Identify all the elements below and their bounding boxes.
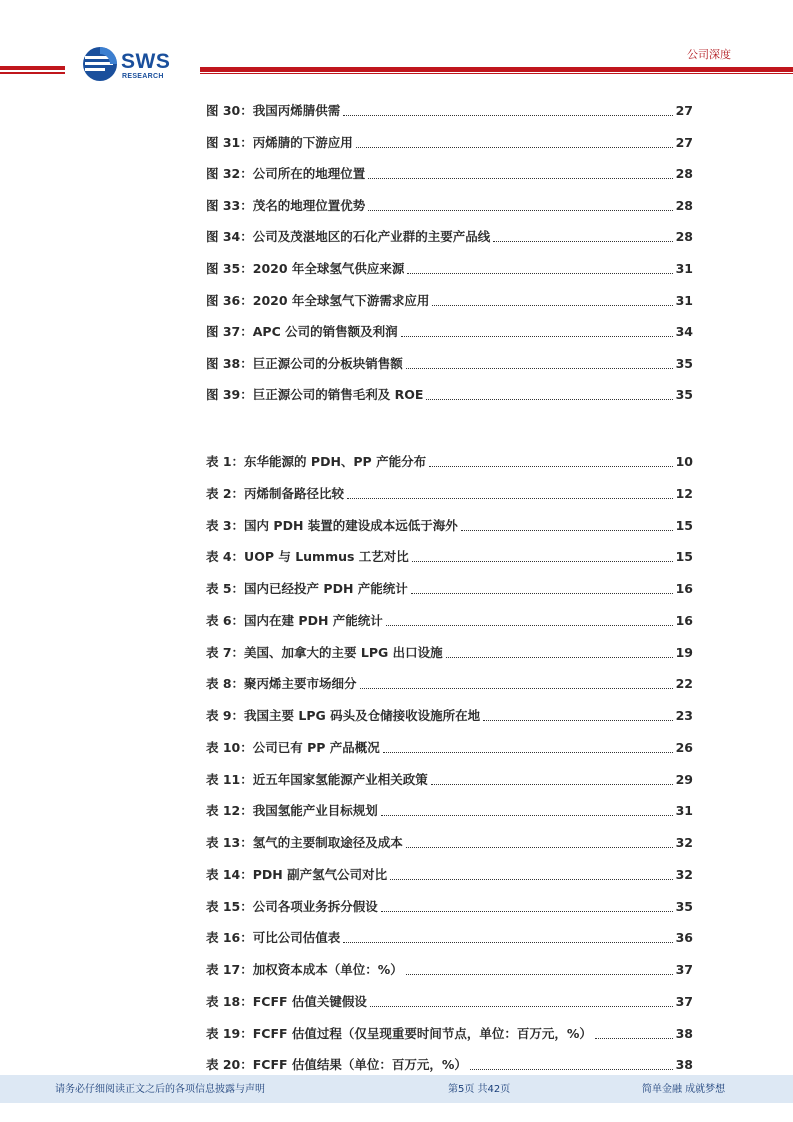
figure-entry-page: 35 [675, 387, 693, 403]
table-entry-page: 38 [675, 1025, 693, 1041]
table-entry[interactable] [206, 737, 693, 757]
dot-leader [356, 146, 673, 148]
table-entry-title: 表 16：可比公司估值表 [206, 930, 341, 946]
table-entry-page: 19 [675, 644, 693, 660]
figure-entry[interactable] [206, 290, 693, 310]
table-entry[interactable] [206, 959, 693, 979]
table-entry-title: 表 12：我国氢能产业目标规划 [206, 803, 378, 819]
footer-disclaimer: 请务必仔细阅读正文之后的各项信息披露与声明 [55, 1084, 265, 1095]
figure-entry-page: 27 [675, 134, 693, 150]
table-entry-page: 15 [675, 549, 693, 565]
table-entry[interactable] [206, 927, 693, 947]
header-rule-right-thin [200, 73, 793, 74]
dot-leader [483, 719, 672, 721]
table-entry-title: 表 9：我国主要 LPG 码头及仓储接收设施所在地 [206, 708, 481, 723]
dot-leader [401, 335, 673, 337]
dot-leader [412, 560, 673, 562]
figure-entry-page: 31 [675, 261, 693, 276]
figure-entry[interactable] [206, 384, 693, 404]
table-entry[interactable] [206, 1054, 693, 1074]
figure-entry-title: 图 34：公司及茂湛地区的石化产业群的主要产品线 [206, 229, 491, 245]
table-entry-page: 29 [675, 771, 693, 787]
table-entry[interactable] [206, 705, 693, 725]
table-entry-page: 10 [675, 454, 693, 469]
table-entry-title: 表 6：国内在建 PDH 产能统计 [206, 612, 383, 628]
dot-leader [431, 783, 673, 785]
figure-entry[interactable] [206, 353, 693, 373]
table-entry[interactable] [206, 800, 693, 820]
figure-entry-title: 图 38：巨正源公司的分板块销售额 [206, 355, 403, 371]
figure-entry-page: 27 [675, 103, 693, 118]
dot-leader [386, 624, 673, 626]
table-entry[interactable] [206, 1023, 693, 1043]
figure-entry-page: 28 [675, 197, 693, 213]
figure-entry[interactable] [206, 321, 693, 341]
document-type: 公司深度 [687, 48, 731, 61]
table-entry[interactable] [206, 515, 693, 535]
dot-leader [429, 465, 673, 467]
figure-entry-page: 28 [675, 166, 693, 182]
figure-entry-title: 图 36：2020 年全球氢气下游需求应用 [206, 292, 430, 308]
dot-leader [368, 209, 672, 211]
table-entry-page: 12 [675, 485, 693, 501]
table-entry[interactable] [206, 673, 693, 693]
table-entry-title: 表 2：丙烯制备路径比较 [206, 485, 345, 501]
table-entry-page: 36 [675, 930, 693, 946]
header-rule-left-thin [0, 72, 65, 74]
dot-leader [343, 941, 672, 943]
footer-page-info: 第5页 共42页 [448, 1084, 511, 1095]
figure-entry[interactable] [206, 100, 693, 120]
table-entry[interactable] [206, 483, 693, 503]
table-entry-title: 表 17：加权资本成本（单位：%） [206, 962, 403, 977]
dot-leader [432, 304, 672, 306]
table-entry-title: 表 7：美国、加拿大的主要 LPG 出口设施 [206, 644, 443, 660]
table-entry-page: 16 [675, 581, 693, 596]
table-entry-title: 表 1：东华能源的 PDH、PP 产能分布 [206, 454, 427, 469]
dot-leader [407, 272, 672, 274]
table-entry[interactable] [206, 832, 693, 852]
table-entry-page: 37 [675, 962, 693, 977]
dot-leader [390, 878, 672, 880]
dot-leader [406, 973, 673, 975]
table-entry-title: 表 5：国内已经投产 PDH 产能统计 [206, 581, 408, 596]
brand-subtitle: RESEARCH [122, 73, 164, 80]
dot-leader [347, 497, 673, 499]
table-entry-title: 表 19：FCFF 估值过程（仅呈现重要时间节点，单位：百万元，%） [206, 1025, 592, 1041]
brand-name: SWS [121, 50, 171, 73]
table-entry-page: 32 [675, 866, 693, 882]
table-entry-title: 表 15：公司各项业务拆分假设 [206, 898, 378, 914]
dot-leader [595, 1037, 673, 1039]
table-entry-title: 表 11：近五年国家氢能源产业相关政策 [206, 771, 428, 787]
dot-leader [461, 529, 673, 531]
dot-leader [493, 240, 672, 242]
dot-leader [426, 398, 672, 400]
table-entry-title: 表 13：氢气的主要制取途径及成本 [206, 835, 403, 850]
dot-leader [370, 1005, 673, 1007]
table-entry-title: 表 20：FCFF 估值结果（单位：百万元，%） [206, 1057, 467, 1073]
table-entry-title: 表 4：UOP 与 Lummus 工艺对比 [206, 549, 409, 565]
dot-leader [411, 592, 673, 594]
figure-entry-title: 图 32：公司所在的地理位置 [206, 166, 366, 182]
figure-entry-page: 35 [675, 355, 693, 371]
figure-entry[interactable] [206, 163, 693, 183]
dot-leader [381, 814, 673, 816]
footer-slogan: 简单金融 成就梦想 [642, 1084, 726, 1095]
figure-entry[interactable] [206, 132, 693, 152]
header-rule-right [200, 67, 793, 72]
dot-leader [360, 687, 673, 689]
table-entry[interactable] [206, 578, 693, 598]
table-entry-page: 26 [675, 739, 693, 755]
dot-leader [381, 910, 673, 912]
table-entry-page: 32 [675, 835, 693, 850]
table-entry-page: 37 [675, 993, 693, 1009]
dot-leader [406, 846, 673, 848]
table-entry-page: 15 [675, 517, 693, 533]
table-entry[interactable] [206, 896, 693, 916]
table-entry-title: 表 8：聚丙烯主要市场细分 [206, 676, 357, 692]
table-entry[interactable] [206, 864, 693, 884]
figure-entry-page: 31 [675, 292, 693, 308]
figure-entry-title: 图 31：丙烯腈的下游应用 [206, 134, 353, 150]
dot-leader [406, 367, 673, 369]
table-entry-page: 35 [675, 898, 693, 914]
figure-entry[interactable] [206, 226, 693, 246]
table-entry[interactable] [206, 546, 693, 566]
figure-entry-title: 图 35：2020 年全球氢气供应来源 [206, 261, 405, 276]
table-entry-page: 22 [675, 676, 693, 692]
header-rule-left [0, 66, 65, 70]
dot-leader [343, 114, 672, 116]
dot-leader [368, 177, 672, 179]
table-entry-title: 表 18：FCFF 估值关键假设 [206, 993, 367, 1009]
figure-entry-page: 34 [675, 324, 693, 340]
table-entry[interactable] [206, 991, 693, 1011]
figure-entry-title: 图 39：巨正源公司的销售毛利及 ROE [206, 387, 424, 403]
table-entry[interactable] [206, 642, 693, 662]
table-entry-page: 38 [675, 1057, 693, 1073]
table-entry-title: 表 3：国内 PDH 装置的建设成本远低于海外 [206, 517, 458, 533]
table-entry[interactable] [206, 610, 693, 630]
figure-entry-title: 图 30：我国丙烯腈供需 [206, 103, 341, 118]
figure-entry[interactable] [206, 258, 693, 278]
table-entry-title: 表 14：PDH 副产氢气公司对比 [206, 866, 388, 882]
table-entry[interactable] [206, 769, 693, 789]
dot-leader [470, 1068, 673, 1070]
figure-entry-title: 图 33：茂名的地理位置优势 [206, 197, 366, 213]
figure-entry[interactable] [206, 195, 693, 215]
table-entry-page: 16 [675, 612, 693, 628]
table-entry[interactable] [206, 451, 693, 471]
table-entry-page: 23 [675, 708, 693, 723]
table-entry-title: 表 10：公司已有 PP 产品概况 [206, 739, 380, 755]
figure-entry-title: 图 37：APC 公司的销售额及利润 [206, 324, 398, 340]
dot-leader [383, 751, 673, 753]
figure-entry-page: 28 [675, 229, 693, 245]
dot-leader [446, 656, 673, 658]
table-entry-page: 31 [675, 803, 693, 819]
